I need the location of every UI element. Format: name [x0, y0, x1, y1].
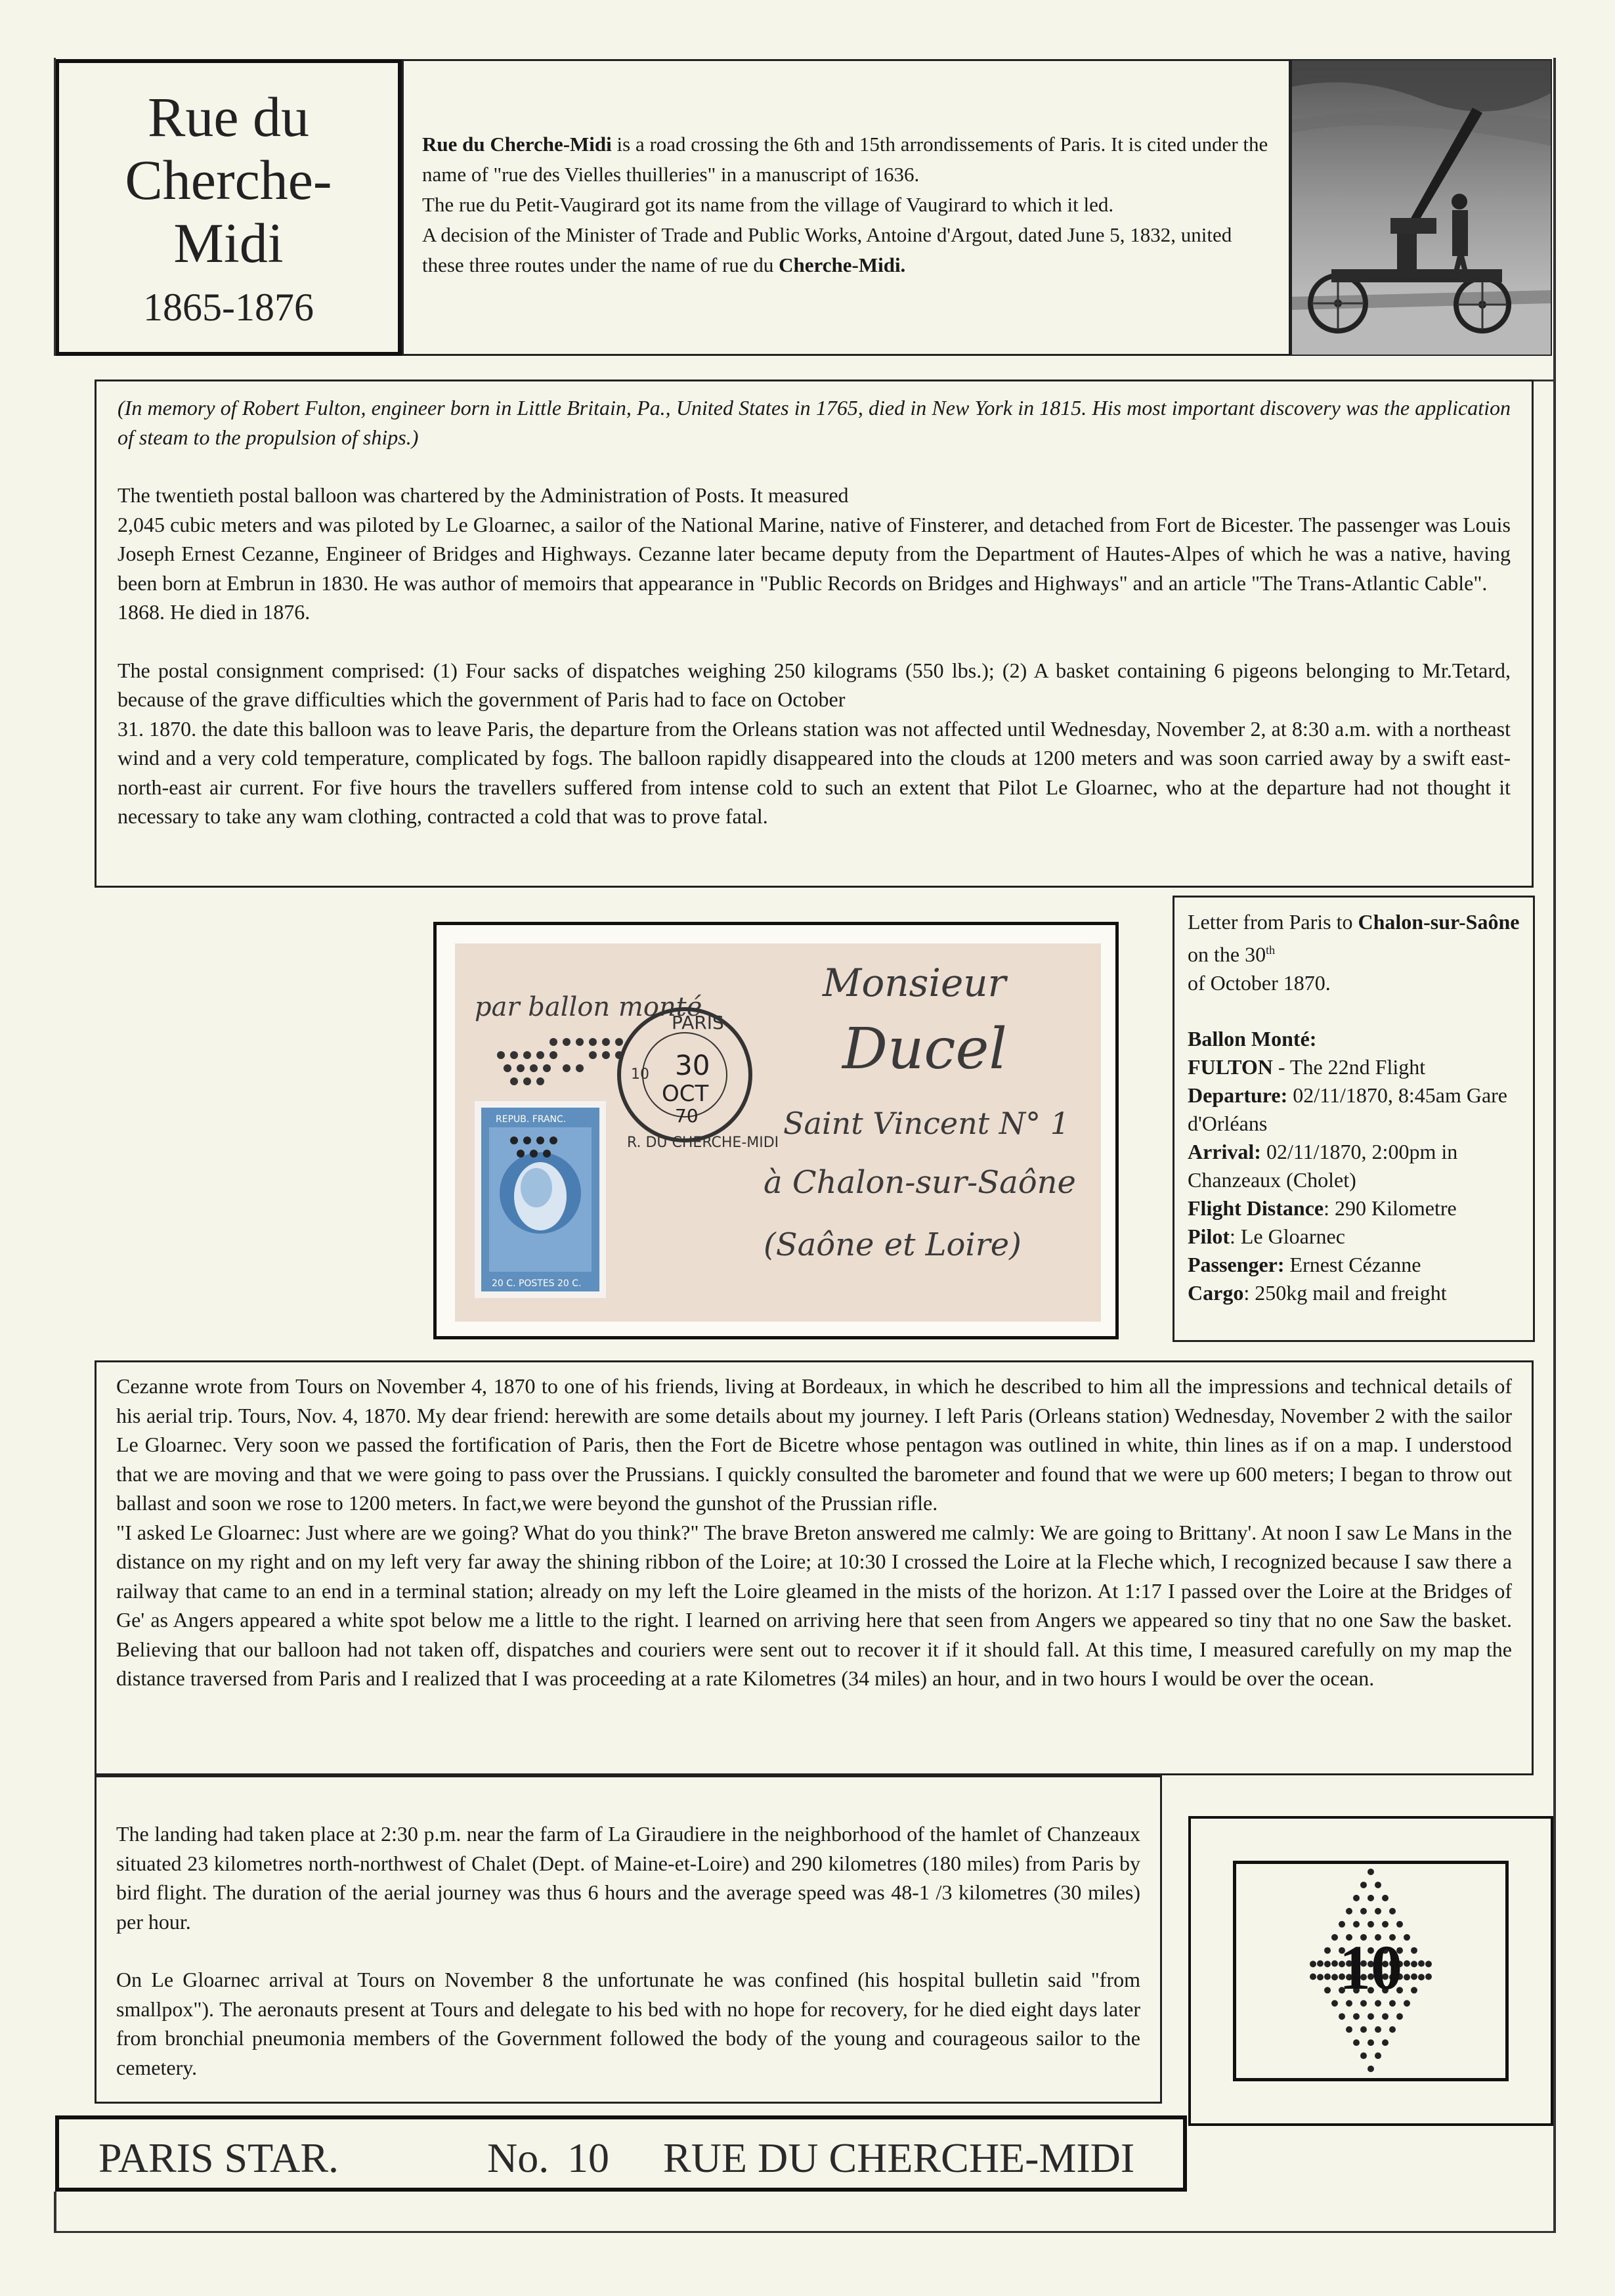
caption-date-line-2: of October 1870. [1188, 970, 1331, 995]
stamp-top-text: REPUB. FRANC. [496, 1114, 567, 1125]
star-dot [1375, 1882, 1381, 1888]
star-dot [1324, 1947, 1331, 1954]
star-dot [1425, 1960, 1432, 1967]
addressee-city: à Chalon-sur-Saône [764, 1164, 1076, 1201]
postmark-day: 30 [675, 1049, 710, 1081]
star-dot [1324, 1974, 1331, 1980]
star-dot [1375, 2052, 1381, 2059]
star-dot [1339, 1921, 1345, 1928]
caption-distance-label: Flight Distance [1188, 1196, 1324, 1220]
bottom-border-line [54, 2231, 1556, 2233]
star-dot [1360, 1882, 1367, 1888]
star-dot [1310, 1974, 1316, 1980]
star-dot [1411, 1947, 1417, 1954]
caption-arrival-value: 02/11/1870, 2:00pm in Chanzeaux (Cholet) [1188, 1139, 1458, 1192]
memorial-body-2b: 31. 1870. the date this balloon was to leave Paris, the departure from the Orleans station was not affected until Wednesday, November 2, at 8:30 a.m. with a northeast wind and a very cold temperature, complicated by fogs. The balloon rapidly disappeared into the clouds at 1200 meters and was soon carried away by a swift east-north-east air current. For five hours the travellers suffered from intense cold to such an extent that Pilot Le Gloarnec, who at the departure had not thought it necessary to take any wam clothing, contracted a cold that was to prove fatal. [118, 716, 1511, 828]
star-dot [1360, 2026, 1367, 2033]
caption-heading-text: Ballon Monté: [1188, 1026, 1317, 1051]
memorial-box [95, 379, 1534, 888]
envelope-frame [433, 922, 1119, 1339]
letter-box [95, 1360, 1534, 1775]
star-cancel-icon [1236, 1864, 1505, 2078]
stamp-ceres-icon [475, 1101, 606, 1298]
star-dot [1331, 1960, 1338, 1967]
connector-line [1534, 379, 1553, 381]
caption-pilot-value: : Le Gloarnec [1229, 1224, 1345, 1248]
star-dot [1353, 2039, 1360, 2046]
memorial-end-1: 1868. He died in 1876. [118, 600, 311, 624]
memorial-line-1: The twentieth postal balloon was chartered by the Administration of Posts. It measured [118, 483, 849, 507]
addressee-name: Ducel [842, 1016, 1007, 1082]
title-block [55, 59, 402, 356]
star-dot [1425, 1974, 1432, 1980]
intro-box [402, 59, 1291, 356]
caption-cargo-label: Cargo [1188, 1280, 1244, 1305]
star-dot [1411, 1974, 1417, 1980]
star-dot [1367, 2013, 1374, 2020]
caption-departure [1188, 1081, 1520, 1138]
intro-paragraph-1 [422, 129, 1269, 190]
stamp-value-text: 20 C. POSTES 20 C. [492, 1278, 582, 1289]
intro-text-3: A decision of the Minister of Trade and Public Works, Antoine d'Argout, dated June 5, 1832, united these three routes under the name of rue du [422, 223, 1232, 276]
manuscript-par-ballon: par ballon monté [475, 992, 702, 1022]
landing-paragraph-2: On Le Gloarnec arrival at Tours on November 8 the unfortunate he was confined (his hospital bulletin said "from smallpox"). The aeronauts present at Tours and delegate to his bed with no hope for recovery, for he died eight days later from bronchial pneumonia members of the Government followed the body of the young and courageous sailor to the cemetery. [116, 1968, 1140, 2079]
postmark-month: OCT [662, 1081, 709, 1107]
addressee-dept: (Saône et Loire) [764, 1226, 1022, 1263]
caption-box [1173, 896, 1535, 1342]
landing-box [95, 1775, 1162, 2104]
footer-box [55, 2115, 1187, 2192]
right-border-line [1553, 58, 1556, 2232]
caption-pilot [1188, 1223, 1520, 1251]
star-dot [1331, 2000, 1338, 2006]
star-number: 10 [1339, 1932, 1402, 2003]
caption-date-text: on the 30 [1188, 942, 1266, 966]
star-dot [1396, 2013, 1403, 2020]
caption-date-sup: th [1266, 943, 1276, 957]
footer-number: 10 [567, 2134, 609, 2181]
star-dot [1353, 1921, 1360, 1928]
left-bottom-line [54, 2192, 56, 2231]
letter-paragraph-2: "I asked Le Gloarnec: Just where are we going? What do you think?" The brave Breton answered me calmly: We are going to Brittany'. At noon I saw Le Mans in the distance on my right and on my left very far away the shining ribbon of the Loire; at 10:30 I crossed the Loire at la Fleche which, I recognized because I saw there a railway that came to an end in a terminal station; already on my left the Loire gleamed in the mists of the horizon. At 1:17 I passed over the Loire at the Bridges of Ge' as Angers appeared a white spot below me a little to the right. I learned on arriving here that seen from Angers we appeared so tiny that no one Saw the basket. Believing that our balloon had not taken off, dispatches and couriers were sent out to recover it if it should fall. At this time, I measured carefully on my map the distance traversed from Paris and I realized that I was proceeding at a rate Kilometres (34 miles) an hour, and in two hours I would be over the ocean. [116, 1520, 1512, 1690]
caption-distance-value: : 290 Kilometre [1324, 1196, 1457, 1220]
star-dot [1396, 1921, 1403, 1928]
star-dot [1310, 1960, 1316, 1967]
caption-arrival [1188, 1138, 1520, 1194]
addressee-street: Saint Vincent N° 1 [783, 1106, 1069, 1141]
caption-intro [1188, 908, 1520, 997]
caption-cargo-value: : 250kg mail and freight [1243, 1280, 1447, 1305]
title-dates: 1865-1876 [143, 285, 314, 329]
star-dot [1331, 1934, 1338, 1941]
star-dot [1375, 2026, 1381, 2033]
star-dot [1353, 2013, 1360, 2020]
star-dot [1367, 2066, 1374, 2072]
left-top-line [54, 58, 56, 356]
star-dot [1360, 1908, 1367, 1915]
intro-paragraph-2: The rue du Petit-Vaugirard got its name from the village of Vaugirard to which it led. [422, 193, 1114, 216]
star-dot [1389, 2026, 1396, 2033]
footer-no-label: No. [487, 2134, 549, 2181]
footer-street: RUE DU CHERCHE-MIDI [663, 2134, 1135, 2181]
star-dot [1411, 1987, 1417, 1993]
caption-passenger-label: Passenger: [1188, 1252, 1285, 1276]
star-dot [1367, 1921, 1374, 1928]
star-dot [1382, 1921, 1389, 1928]
caption-passenger-value: Ernest Cézanne [1284, 1252, 1421, 1276]
postmark-office: R. DU CHERCHE-MIDI [627, 1135, 779, 1151]
cannon-photo-graphic [1292, 60, 1551, 355]
caption-pilot-label: Pilot [1188, 1224, 1230, 1248]
postmark-number: 10 [631, 1066, 649, 1083]
dedication-text: (In memory of Robert Fulton, engineer born in Little Britain, Pa., United States in 1765, died in New York in 1815. His most important discovery was the application of steam to the propulsion of ships.) [118, 396, 1511, 449]
caption-distance [1188, 1194, 1520, 1223]
star-dot [1418, 1974, 1425, 1980]
caption-flight-name: FULTON [1188, 1054, 1273, 1079]
star-dot [1375, 1908, 1381, 1915]
caption-passenger [1188, 1251, 1520, 1279]
star-dot [1353, 1895, 1360, 1901]
star-dot [1411, 1960, 1417, 1967]
star-dot [1404, 1974, 1410, 1980]
star-dot [1367, 1869, 1374, 1875]
caption-flight-rest: - The 22nd Flight [1272, 1054, 1426, 1079]
envelope-image [455, 943, 1101, 1322]
caption-arrival-label: Arrival: [1188, 1139, 1261, 1163]
footer-paris-star: PARIS STAR. [98, 2134, 339, 2181]
caption-destination: Chalon-sur-Saône [1358, 910, 1520, 934]
star-dot [1331, 1974, 1338, 1980]
landing-paragraph-1: The landing had taken place at 2:30 p.m. near the farm of La Giraudiere in the neighborhood of the hamlet of Chanzeaux situated 23 kilometres north-northwest of Chalet (Dept. of Maine-et-Loire) and 290 kilometres (180 miles) from Paris by bird flight. The duration of the aerial journey was thus 6 hours and the average speed was 48-1 /3 kilometres (30 miles) per hour. [116, 1822, 1140, 1934]
caption-intro-text: Letter from Paris to [1188, 910, 1358, 934]
star-dot [1418, 1960, 1425, 1967]
postmark-year: 70 [675, 1105, 699, 1127]
star-dot [1389, 1908, 1396, 1915]
caption-heading [1188, 1025, 1520, 1053]
star-dot [1404, 2000, 1410, 2006]
intro-bold-name: Rue du Cherche-Midi [422, 133, 612, 156]
star-dot [1360, 2052, 1367, 2059]
caption-flight [1188, 1053, 1520, 1081]
intro-bold-end: Cherche-Midi. [779, 253, 906, 276]
postmark-paris: PARIS [672, 1012, 724, 1033]
caption-cargo [1188, 1279, 1520, 1307]
star-dot [1339, 2013, 1345, 2020]
star-cancel-frame [1233, 1861, 1509, 2081]
star-dot [1324, 1987, 1331, 1993]
star-dot [1346, 1908, 1352, 1915]
anti-balloon-cannon-photo [1291, 59, 1552, 356]
star-dot [1382, 2013, 1389, 2020]
title-line-2: Cherche- [125, 148, 332, 211]
caption-departure-value: 02/11/1870, 8:45am Gare d'Orléans [1188, 1083, 1507, 1135]
star-dot [1346, 2026, 1352, 2033]
star-dot [1324, 1960, 1331, 1967]
title-line-3: Midi [173, 211, 284, 274]
memorial-body-1: 2,045 cubic meters and was piloted by Le Gloarnec, a sailor of the National Marine, native of Finsterer, and detached from Fort de Bicester. The passenger was Louis Joseph Ernest Cezanne, Engineer of Bridges and Highways. Cezanne later became deputy from the Department of Hautes-Alpes of which he was a native, having been born at Embrun in 1830. He was author of memoirs that appearance in "Public Records on Bridges and Highways" and an article "The Trans-Atlantic Cable". [118, 512, 1511, 595]
star-dot [1382, 1895, 1389, 1901]
intro-text-1: is a road crossing the 6th and 15th arrondissements of Paris. It is cited under the name of "rue des Vielles thuilleries" in a manuscript of 1636. [422, 133, 1268, 186]
star-dot [1382, 2039, 1389, 2046]
star-dot [1367, 2039, 1374, 2046]
star-dot [1317, 1974, 1324, 1980]
memorial-body-2a: The postal consignment comprised: (1) Four sacks of dispatches weighing 250 kilograms (550 lbs.); (2) A basket containing 6 pigeons belonging to Mr.Tetard, because of the grave difficulties which the government of Paris had to face on October [118, 658, 1511, 711]
title-line-1: Rue du [147, 85, 310, 148]
addressee-monsieur: Monsieur [823, 961, 1006, 1005]
letter-paragraph-1: Cezanne wrote from Tours on November 4, 1870 to one of his friends, living at Bordeaux, in which he described to him all the impressions and technical details of his aerial trip. Tours, Nov. 4, 1870. My dear friend: herewith are some details about my journey. I left Paris (Orleans station) Wednesday, November 2 with the sailor Le Gloarnec. Very soon we passed the fortification of Paris, then the Fort de Bicetre whose pentagon was outlined in white, thin lines as if on a map. I understood that we are moving and that we were going to pass over the Prussians. I quickly consulted the barometer and found that we were up 600 meters; I began to throw out ballast and soon we rose to 1200 meters. In fact,we were beyond the gunshot of the Prussian rifle. [116, 1374, 1512, 1515]
star-dot [1367, 1895, 1374, 1901]
intro-paragraph-3 [422, 220, 1269, 280]
caption-departure-label: Departure: [1188, 1083, 1288, 1107]
star-dot [1404, 1960, 1410, 1967]
star-dot [1317, 1960, 1324, 1967]
star-dot [1404, 1934, 1410, 1941]
